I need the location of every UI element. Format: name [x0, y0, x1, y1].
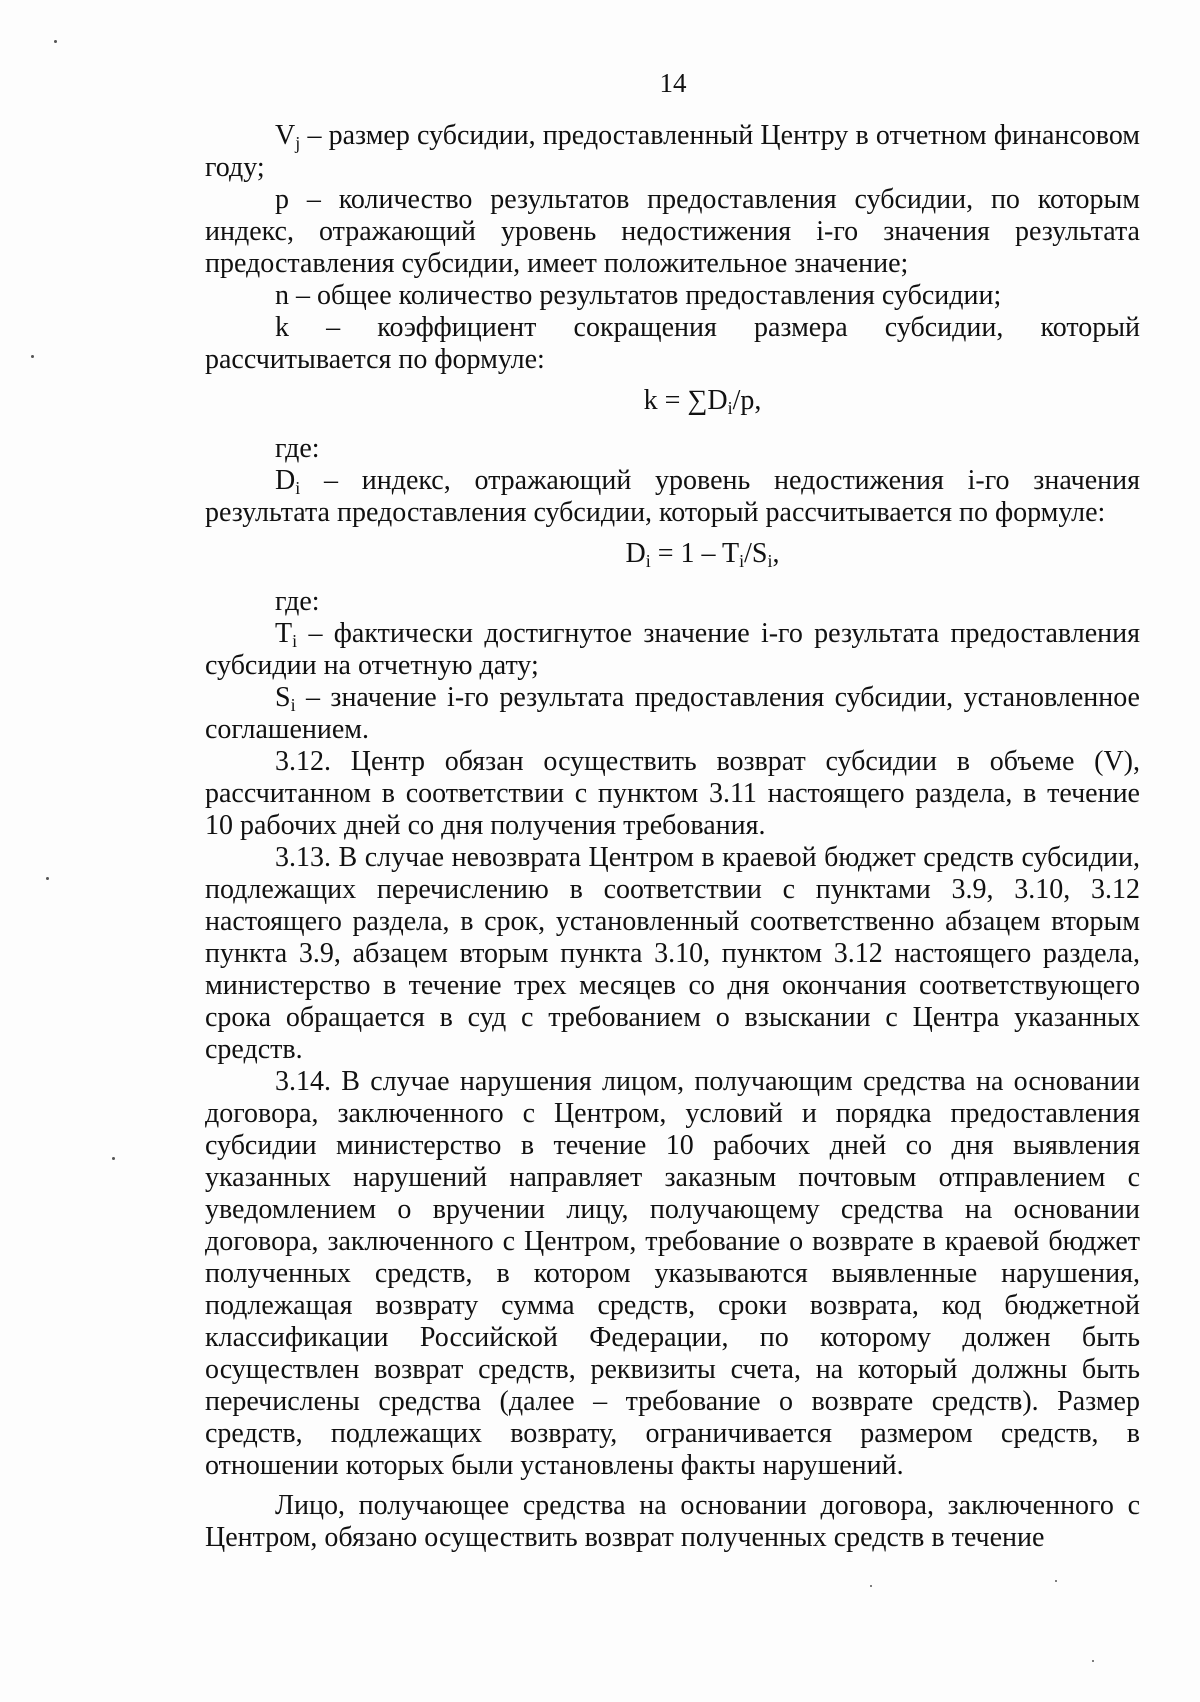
formula-k-lhs: k = ∑D	[643, 385, 728, 416]
definition-k-text: – коэффициент сокращения размера субсидии, который рассчитывается по формуле:	[205, 312, 1140, 375]
definition-k	[205, 312, 1140, 376]
symbol-d: D	[275, 465, 296, 496]
paragraph-3-13: 3.13. В случае невозврата Центром в краевой бюджет средств субсидии, подлежащих перечислению в соответствии с пунктами 3.9, 3.10, 3.12 настоящего раздела, в срок, установленный соответственно абзацем вторым пункта 3.9, абзацем вторым пункта 3.10, пунктом 3.12 настоящего раздела, министерство в течение трех месяцев со дня окончания соответствующего срока обращается в суд с требованием о взыскании с Центра указанных средств.	[205, 842, 1140, 1065]
formula-d-sub3: i	[767, 551, 773, 571]
formula-d-part4: ,	[772, 538, 780, 569]
formula-d-part2: = 1 – T	[650, 538, 740, 569]
where-label-2: где:	[275, 586, 320, 617]
scan-speck	[54, 40, 57, 43]
formula-k-sub: i	[727, 398, 733, 418]
definition-d	[205, 465, 1140, 529]
definition-n	[205, 280, 1140, 312]
symbol-s: S	[275, 682, 291, 713]
scan-speck	[870, 1585, 872, 1587]
subscript-i-s: i	[290, 695, 296, 715]
definition-n-text: – общее количество результатов предоставления субсидии;	[289, 280, 1002, 311]
scan-speck	[31, 355, 34, 358]
subscript-i-d: i	[295, 478, 301, 498]
where-label-1: где:	[275, 433, 320, 464]
formula-d-part1: D	[625, 538, 646, 569]
definition-vj	[205, 120, 1140, 184]
symbol-n: n	[275, 280, 289, 311]
scan-speck	[46, 877, 49, 880]
symbol-v: V	[275, 120, 296, 151]
definition-s	[205, 682, 1140, 746]
definition-d-text: – индекс, отражающий уровень недостижения i-го значения результата предоставления субсидии, который рассчитывается по формуле:	[205, 465, 1140, 528]
paragraph-continuation: Лицо, получающее средства на основании договора, заключенного с Центром, обязано осуществить возврат полученных средств в течение	[205, 1490, 1140, 1553]
formula-k	[205, 385, 1140, 417]
document-body	[205, 120, 1140, 1554]
scan-speck	[1092, 1660, 1094, 1662]
paragraph-3-14: 3.14. В случае нарушения лицом, получающим средства на основании договора, заключенного с Центром, условий и порядка предоставления субсидии министерство в течение 10 рабочих дней со дня выявления указанных нарушений направляет заказным почтовым отправлением с уведомлением о вручении лицу, получающему средства на основании договора, заключенного с Центром, требование о возврате в краевой бюджет полученных средств, в котором указываются выявленные нарушения, подлежащая возврату сумма средств, сроки возврата, код бюджетной классификации Российской Федерации, по которому должен быть осуществлен возврат средств, реквизиты счета, на который должны быть перечислены средства (далее – требование о возврате средств). Размер средств, подлежащих возврату, ограничивается размером средств, в отношении которых были установлены факты нарушений.	[205, 1066, 1140, 1481]
subscript-j: j	[295, 133, 301, 153]
page-number: 14	[659, 68, 687, 98]
scan-speck	[1055, 1580, 1057, 1582]
symbol-k: k	[275, 312, 289, 343]
formula-d-sub1: i	[645, 551, 651, 571]
formula-k-rhs: /p,	[732, 385, 762, 416]
definition-vj-text: – размер субсидии, предоставленный Центру в отчетном финансовом году;	[205, 120, 1140, 183]
formula-d-part3: /S	[744, 538, 768, 569]
definition-p-text: – количество результатов предоставления субсидии, по которым индекс, отражающий уровень недостижения i-го значения результата предоставления субсидии, имеет положительное значение;	[205, 184, 1140, 279]
definition-s-text: – значение i-го результата предоставления субсидии, установленное соглашением.	[205, 682, 1140, 745]
definition-t-text: – фактически достигнутое значение i-го результата предоставления субсидии на отчетную дату;	[205, 618, 1140, 681]
definition-p	[205, 184, 1140, 280]
formula-d	[205, 538, 1140, 570]
scan-speck	[112, 1157, 115, 1160]
subscript-i-t: i	[292, 631, 298, 651]
formula-d-sub2: i	[739, 551, 745, 571]
symbol-t: T	[275, 618, 293, 649]
paragraph-3-12: 3.12. Центр обязан осуществить возврат субсидии в объеме (V), рассчитанном в соответствии с пунктом 3.11 настоящего раздела, в течение 10 рабочих дней со дня получения требования.	[205, 746, 1140, 841]
definition-t	[205, 618, 1140, 682]
symbol-p: p	[275, 184, 289, 215]
